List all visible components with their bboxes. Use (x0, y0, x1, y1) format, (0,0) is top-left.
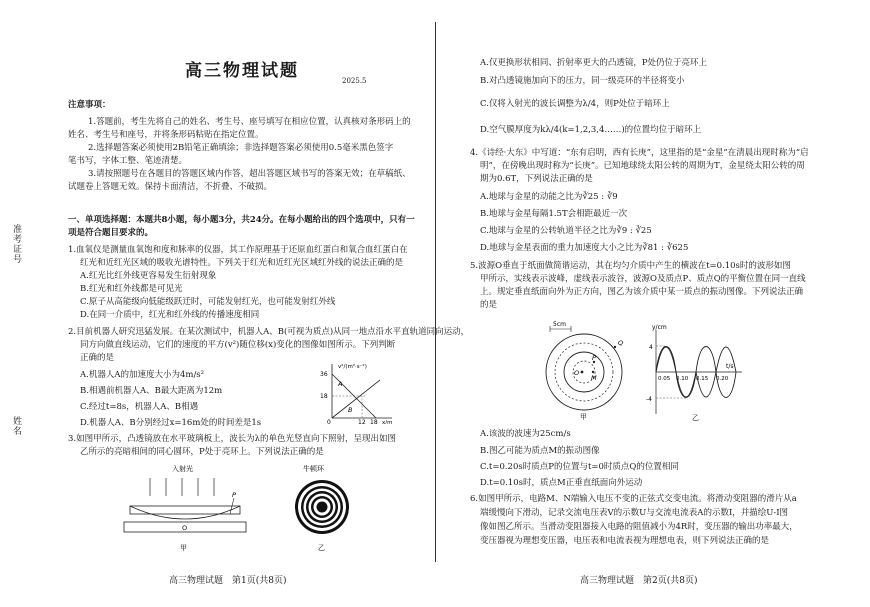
question-1-option: B.红光和红外线都是可见光 (80, 284, 183, 294)
question-3-option: C.仅将入射光的波长调整为λ/4，则P处位于暗环上 (480, 99, 670, 109)
question-5-stem: 甲所示，实线表示波峰，虚线表示波谷，波源O及质点P、质点Q的平衡位置在同一直线 (480, 274, 806, 284)
newton-rings-figure (294, 462, 350, 560)
question-4-option: A.地球与金星的动能之比为∛25 : ∛9 (480, 192, 618, 202)
figure-label-jia: 甲 (180, 544, 187, 552)
question-3-stem: 3.如图甲所示，凸透镜放在水平玻璃板上，波长为λ的单色光竖直向下照射，呈现出如图 (68, 434, 397, 444)
label-q: Q (618, 339, 624, 347)
vibration-graph (646, 322, 746, 422)
figure-label-newton-rings: 牛顿环 (303, 465, 324, 473)
question-5-option: C.t=0.20s时质点P的位置与t=0时质点Q的位置相同 (480, 462, 679, 472)
exam-title: 高三物理试题 (185, 61, 299, 81)
candidate-number-label: 准考证号 (11, 224, 21, 264)
question-4-stem: 4.《诗经·大东》中写道：“东有启明，西有长庚”，这里指的是“金星”在清晨出现时称为“启 (470, 148, 809, 158)
question-2-option: C.经过t=8s，机器人A、B相遇 (80, 402, 199, 412)
question-6-stem: 6.如图甲所示，电路M、N端输入电压不变的正弦式交变电流。将滑动变阻器的滑片从a (470, 494, 797, 504)
question-1-stem: 红光和近红光区域的吸收光谱特性。下列关于红光和近红光区域红外线的说法正确的是 (80, 258, 404, 268)
notice-line: 1.答题前，考生先将自己的姓名、考生号、座号填写在相应位置，认真核对条形码上的 (88, 117, 411, 127)
graph-y-label: v²/(m²·s⁻²) (338, 364, 367, 370)
graph-y-tick: 18 (320, 393, 328, 400)
question-4-stem: 期为0.6T，下列说法正确的是 (480, 174, 593, 184)
question-4-option: D.地球与金星表面的重力加速度大小之比为∛81 : ∛625 (480, 243, 689, 253)
question-4-option: B.地球与金星每隔1.5T会相距最近一次 (480, 209, 628, 219)
question-1-option: C.原子从高能级向低能级跃迁时，可能发射红光，也可能发射红外线 (80, 297, 336, 307)
graph-x-label: t/s (726, 363, 734, 370)
label-m: M (591, 374, 597, 382)
graph-line-label: B (348, 406, 353, 414)
label-yi: 乙 (692, 414, 699, 422)
lens-figure (122, 462, 252, 560)
notice-line: 试题卷上答题无效。保持卡面清洁，不折叠、不破损。 (68, 182, 273, 192)
question-3-option: A.仅更换形状相同、折射率更大的凸透镜，P处仍位于亮环上 (480, 58, 708, 68)
question-6-stem: 变压器视为理想变压器，电压表和电流表视为理想电表，则下列说法正确的是 (480, 536, 770, 546)
graph-x-tick: 12 (358, 419, 366, 424)
page-footer: 高三物理试题 第1页(共8页) (169, 576, 287, 586)
graph-line-label: A (338, 380, 343, 388)
question-2-option: A.机器人A的加速度大小为4m/s² (80, 370, 205, 380)
question-5-option: B.图乙可能为质点M的振动图像 (480, 446, 600, 456)
label-jia: 甲 (580, 413, 587, 421)
question-3-option: B.对凸透镜施加向下的压力，同一级亮环的半径将变小 (480, 76, 685, 86)
question-2-stem: 同方向做直线运动，它们的速度的平方(v²)随位移(x)变化的图像如图所示。下列判断 (80, 340, 396, 350)
question-5-stem: 的是 (480, 300, 498, 310)
scale-label: 5cm (553, 321, 566, 328)
question-5-option: D.t=0.10s时，质点M正垂直纸面向外运动 (480, 478, 643, 488)
question-4-option: C.地球与金星的公转轨道半径之比为∛9 : ∛25 (480, 226, 652, 236)
question-6-stem: 像如图乙所示。当滑动变阻器接入电路的阻值减小为4R时，变压器的输出功率最大， (480, 522, 798, 532)
question-2-option: D.机器人A、B分别经过x=16m处的时间差是1s (80, 418, 262, 428)
label-p: P (592, 354, 596, 362)
notice-line: 3.请按照题号在各题目的答题区域内作答，超出答题区域书写的答案无效；在草稿纸、 (88, 169, 411, 179)
notice-line: 笔书写，字体工整、笔迹清楚。 (68, 156, 188, 166)
velocity-squared-graph (318, 360, 396, 424)
graph-x-tick: 0.15 (696, 376, 709, 382)
name-label: 姓名 (11, 416, 21, 436)
question-1-stem: 1.血氧仪是测量血氧饱和度和脉率的仪器，其工作原理基于还原血红蛋白和氧合血红蛋白在 (68, 245, 408, 255)
figure-label-yi: 乙 (318, 544, 325, 552)
graph-y-label: y/cm (652, 324, 667, 331)
graph-y-tick: -4 (646, 396, 652, 403)
question-4-stem: 明”，在傍晚出现时称为“长庚”。已知地球绕太阳公转的周期为T，金星绕太阳公转的周 (480, 161, 805, 171)
figure-label-o: O (182, 524, 188, 532)
label-o: O (574, 369, 580, 377)
graph-y-tick: 36 (320, 371, 328, 378)
question-5-stem: 上。规定垂直纸面向外为正方向，图乙为该介质中某一质点的振动图像。下列说法正确 (480, 287, 804, 297)
graph-x-tick: 0 (327, 419, 331, 424)
question-5-stem: 5.波源O垂直于纸面做简谐运动，其在均匀介质中产生的横波在t=0.10s时的波形如图 (470, 261, 791, 271)
graph-x-tick: 18 (370, 419, 378, 424)
graph-x-label: x/m (382, 420, 393, 424)
question-1-option: A.红光比红外线更容易发生衍射现象 (80, 271, 217, 281)
section-heading: 一、单项选择题：本题共8小题，每小题3分，共24分。在每小题给出的四个选项中，只有一 (68, 215, 415, 225)
question-5-option: A.该波的波速为25cm/s (480, 429, 571, 439)
page-2 (436, 0, 870, 607)
question-6-stem: 端缓慢向下滑动，记录交流电压表V的示数U与交流电流表A的示数I，并描绘U-I图 (480, 508, 789, 518)
figure-label-incident-light: 入射光 (172, 465, 193, 473)
exam-date: 2025.5 (342, 77, 367, 85)
graph-x-tick: 0.05 (658, 376, 671, 382)
graph-x-tick: 0.10 (676, 376, 689, 382)
question-3-stem: 乙所示的亮暗相间的同心圆环，P处于亮环上。下列说法正确的是 (80, 447, 324, 457)
question-1-option: D.在同一介质中，红光和红外线的传播速度相同 (80, 310, 260, 320)
question-3-option: D.空气膜厚度为kλ/4(k=1,2,3,4……)的位置均位于暗环上 (480, 125, 702, 135)
notice-heading: 注意事项： (68, 100, 111, 110)
question-2-option: B.相遇前机器人A、B最大距离为12m (80, 386, 223, 396)
notice-line: 姓名、考生号和座号，并将条形码粘贴在指定位置。 (68, 130, 264, 140)
wave-rings-figure (540, 320, 640, 422)
graph-x-tick: 0.20 (716, 376, 729, 382)
question-2-stem: 正确的是 (80, 353, 115, 363)
section-heading: 项是符合题目要求的。 (68, 228, 154, 238)
question-2-stem: 2.目前机器人研究迅猛发展。在某次测试中，机器人A、B(可视为质点)从同一地点沿水平直轨道同向运动， (68, 327, 470, 337)
figure-label-p: P (232, 491, 236, 499)
graph-y-tick: 4 (649, 344, 653, 351)
notice-line: 2.选择题答案必须使用2B铅笔正确填涂；非选择题答案必须使用0.5毫米黑色签字 (88, 143, 394, 153)
page-footer: 高三物理试题 第2页(共8页) (580, 576, 698, 586)
